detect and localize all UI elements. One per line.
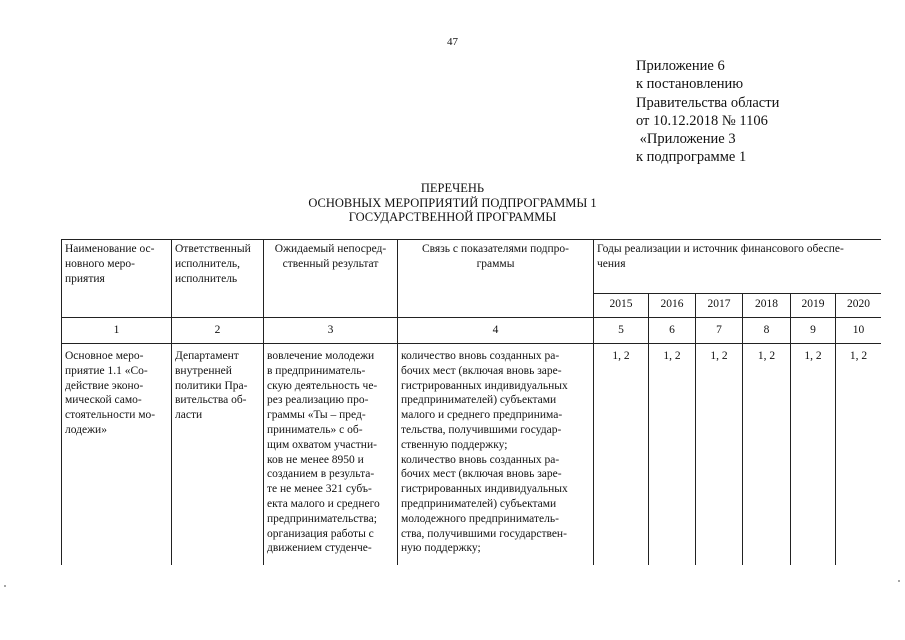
document-title bbox=[0, 181, 905, 225]
header-text: Связь с показателями подпро- bbox=[421, 243, 570, 255]
column-number: 4 bbox=[398, 318, 594, 344]
cell-text: екта малого и среднего bbox=[267, 497, 380, 510]
table-row bbox=[62, 344, 882, 566]
measure-name-cell bbox=[62, 344, 172, 566]
header-text: Ожидаемый непосред- bbox=[274, 243, 387, 255]
cell-text: Департамент bbox=[175, 350, 239, 362]
cell-text: вительства об- bbox=[175, 394, 247, 407]
scan-dot-left bbox=[4, 585, 6, 587]
header-indicators-link bbox=[398, 240, 594, 318]
cell-text: граммы «Ты – пред- bbox=[267, 409, 366, 422]
appendix-line: к подпрограмме 1 bbox=[636, 149, 747, 166]
year-value-cell: 1, 2 bbox=[836, 344, 882, 566]
appendix-line: Правительства области bbox=[636, 94, 780, 111]
cell-text: ственную поддержку; bbox=[401, 438, 508, 451]
cell-text: предпринимательства; bbox=[267, 512, 377, 525]
cell-text: вовлечение молодежи bbox=[267, 350, 375, 362]
title-line: ГОСУДАРСТВЕННОЙ ПРОГРАММЫ bbox=[348, 210, 557, 224]
year-value-cell: 1, 2 bbox=[649, 344, 696, 566]
title-line: ПЕРЕЧЕНЬ bbox=[420, 181, 485, 195]
cell-text: созданием в результа- bbox=[267, 468, 375, 481]
measures-table-container bbox=[61, 239, 881, 565]
column-number: 7 bbox=[696, 318, 743, 344]
cell-text: малого и среднего предпринима- bbox=[401, 409, 563, 422]
cell-text: приятие 1.1 «Со- bbox=[65, 364, 148, 377]
cell-text: стоятельности мо- bbox=[65, 409, 156, 422]
appendix-line: к постановлению bbox=[636, 76, 744, 93]
header-text: чения bbox=[597, 257, 626, 270]
header-text: Ответственный bbox=[175, 243, 251, 255]
title-line: ОСНОВНЫХ МЕРОПРИЯТИЙ ПОДПРОГРАММЫ 1 bbox=[308, 195, 597, 210]
scan-dot-right bbox=[898, 580, 900, 582]
cell-text: Основное меро- bbox=[65, 350, 144, 362]
cell-text: ства, получившими государствен- bbox=[401, 527, 567, 540]
column-number: 5 bbox=[594, 318, 649, 344]
indicators-cell bbox=[398, 344, 594, 566]
appendix-reference bbox=[636, 57, 779, 167]
header-text: исполнитель bbox=[175, 272, 238, 285]
cell-text: лодежи» bbox=[65, 423, 107, 436]
header-expected-result bbox=[264, 240, 398, 318]
column-number: 10 bbox=[836, 318, 882, 344]
cell-text: ную поддержку; bbox=[401, 542, 481, 555]
column-number: 3 bbox=[264, 318, 398, 344]
cell-text: количество вновь созданных ра- bbox=[401, 350, 560, 362]
column-number: 2 bbox=[172, 318, 264, 344]
appendix-line: Приложение 6 bbox=[636, 58, 725, 74]
cell-text: предпринимателей) субъектами bbox=[401, 497, 557, 510]
executor-cell bbox=[172, 344, 264, 566]
cell-text: те не менее 321 субъ- bbox=[267, 483, 372, 496]
appendix-line: от 10.12.2018 № 1106 bbox=[636, 112, 768, 129]
cell-text: гистрированных индивидуальных bbox=[401, 379, 568, 392]
cell-text: политики Пра- bbox=[175, 379, 248, 392]
cell-text: бочих мест (включая вновь заре- bbox=[401, 468, 562, 481]
column-number-row bbox=[62, 318, 882, 344]
cell-text: щим охватом участни- bbox=[267, 438, 377, 451]
cell-text: ласти bbox=[175, 409, 203, 422]
header-text: приятия bbox=[65, 272, 105, 285]
column-number: 6 bbox=[649, 318, 696, 344]
header-row bbox=[62, 240, 882, 294]
page-number: 47 bbox=[447, 36, 458, 48]
header-years-group bbox=[594, 240, 882, 294]
cell-text: в предприниматель- bbox=[267, 364, 366, 377]
cell-text: гистрированных индивидуальных bbox=[401, 483, 568, 496]
header-text: Годы реализации и источник финансового обеспе- bbox=[597, 243, 844, 255]
year-value-cell: 1, 2 bbox=[696, 344, 743, 566]
column-number: 1 bbox=[62, 318, 172, 344]
column-number: 9 bbox=[791, 318, 836, 344]
appendix-line: «Приложение 3 bbox=[636, 131, 736, 148]
year-value-cell: 1, 2 bbox=[743, 344, 791, 566]
cell-text: скую деятельность че- bbox=[267, 379, 378, 392]
cell-text: организация работы с bbox=[267, 527, 374, 540]
year-header: 2016 bbox=[649, 294, 696, 318]
header-text: новного меро- bbox=[65, 257, 136, 270]
year-value-cell: 1, 2 bbox=[594, 344, 649, 566]
cell-text: внутренней bbox=[175, 364, 232, 377]
column-number: 8 bbox=[743, 318, 791, 344]
header-text: исполнитель, bbox=[175, 257, 241, 270]
year-header: 2017 bbox=[696, 294, 743, 318]
cell-text: приниматель» с об- bbox=[267, 423, 363, 436]
cell-text: бочих мест (включая вновь заре- bbox=[401, 364, 562, 377]
expected-result-cell bbox=[264, 344, 398, 566]
year-value-cell: 1, 2 bbox=[791, 344, 836, 566]
year-header: 2019 bbox=[791, 294, 836, 318]
cell-text: тельства, получившими государ- bbox=[401, 423, 562, 436]
cell-text: предпринимателей) субъектами bbox=[401, 394, 557, 407]
cell-text: молодежного предприниматель- bbox=[401, 512, 559, 525]
header-text: ственный результат bbox=[282, 257, 379, 270]
cell-text: мической само- bbox=[65, 394, 142, 407]
cell-text: движением студенче- bbox=[267, 542, 372, 555]
header-executor bbox=[172, 240, 264, 318]
measures-table bbox=[61, 239, 881, 565]
header-text: Наименование ос- bbox=[65, 243, 155, 255]
cell-text: действие эконо- bbox=[65, 379, 144, 392]
year-header: 2015 bbox=[594, 294, 649, 318]
header-text: граммы bbox=[476, 257, 515, 270]
header-measure-name bbox=[62, 240, 172, 318]
cell-text: рез реализацию про- bbox=[267, 394, 369, 407]
year-header: 2018 bbox=[743, 294, 791, 318]
cell-text: ков не менее 8950 и bbox=[267, 453, 364, 466]
cell-text: количество вновь созданных ра- bbox=[401, 453, 560, 466]
year-header: 2020 bbox=[836, 294, 882, 318]
